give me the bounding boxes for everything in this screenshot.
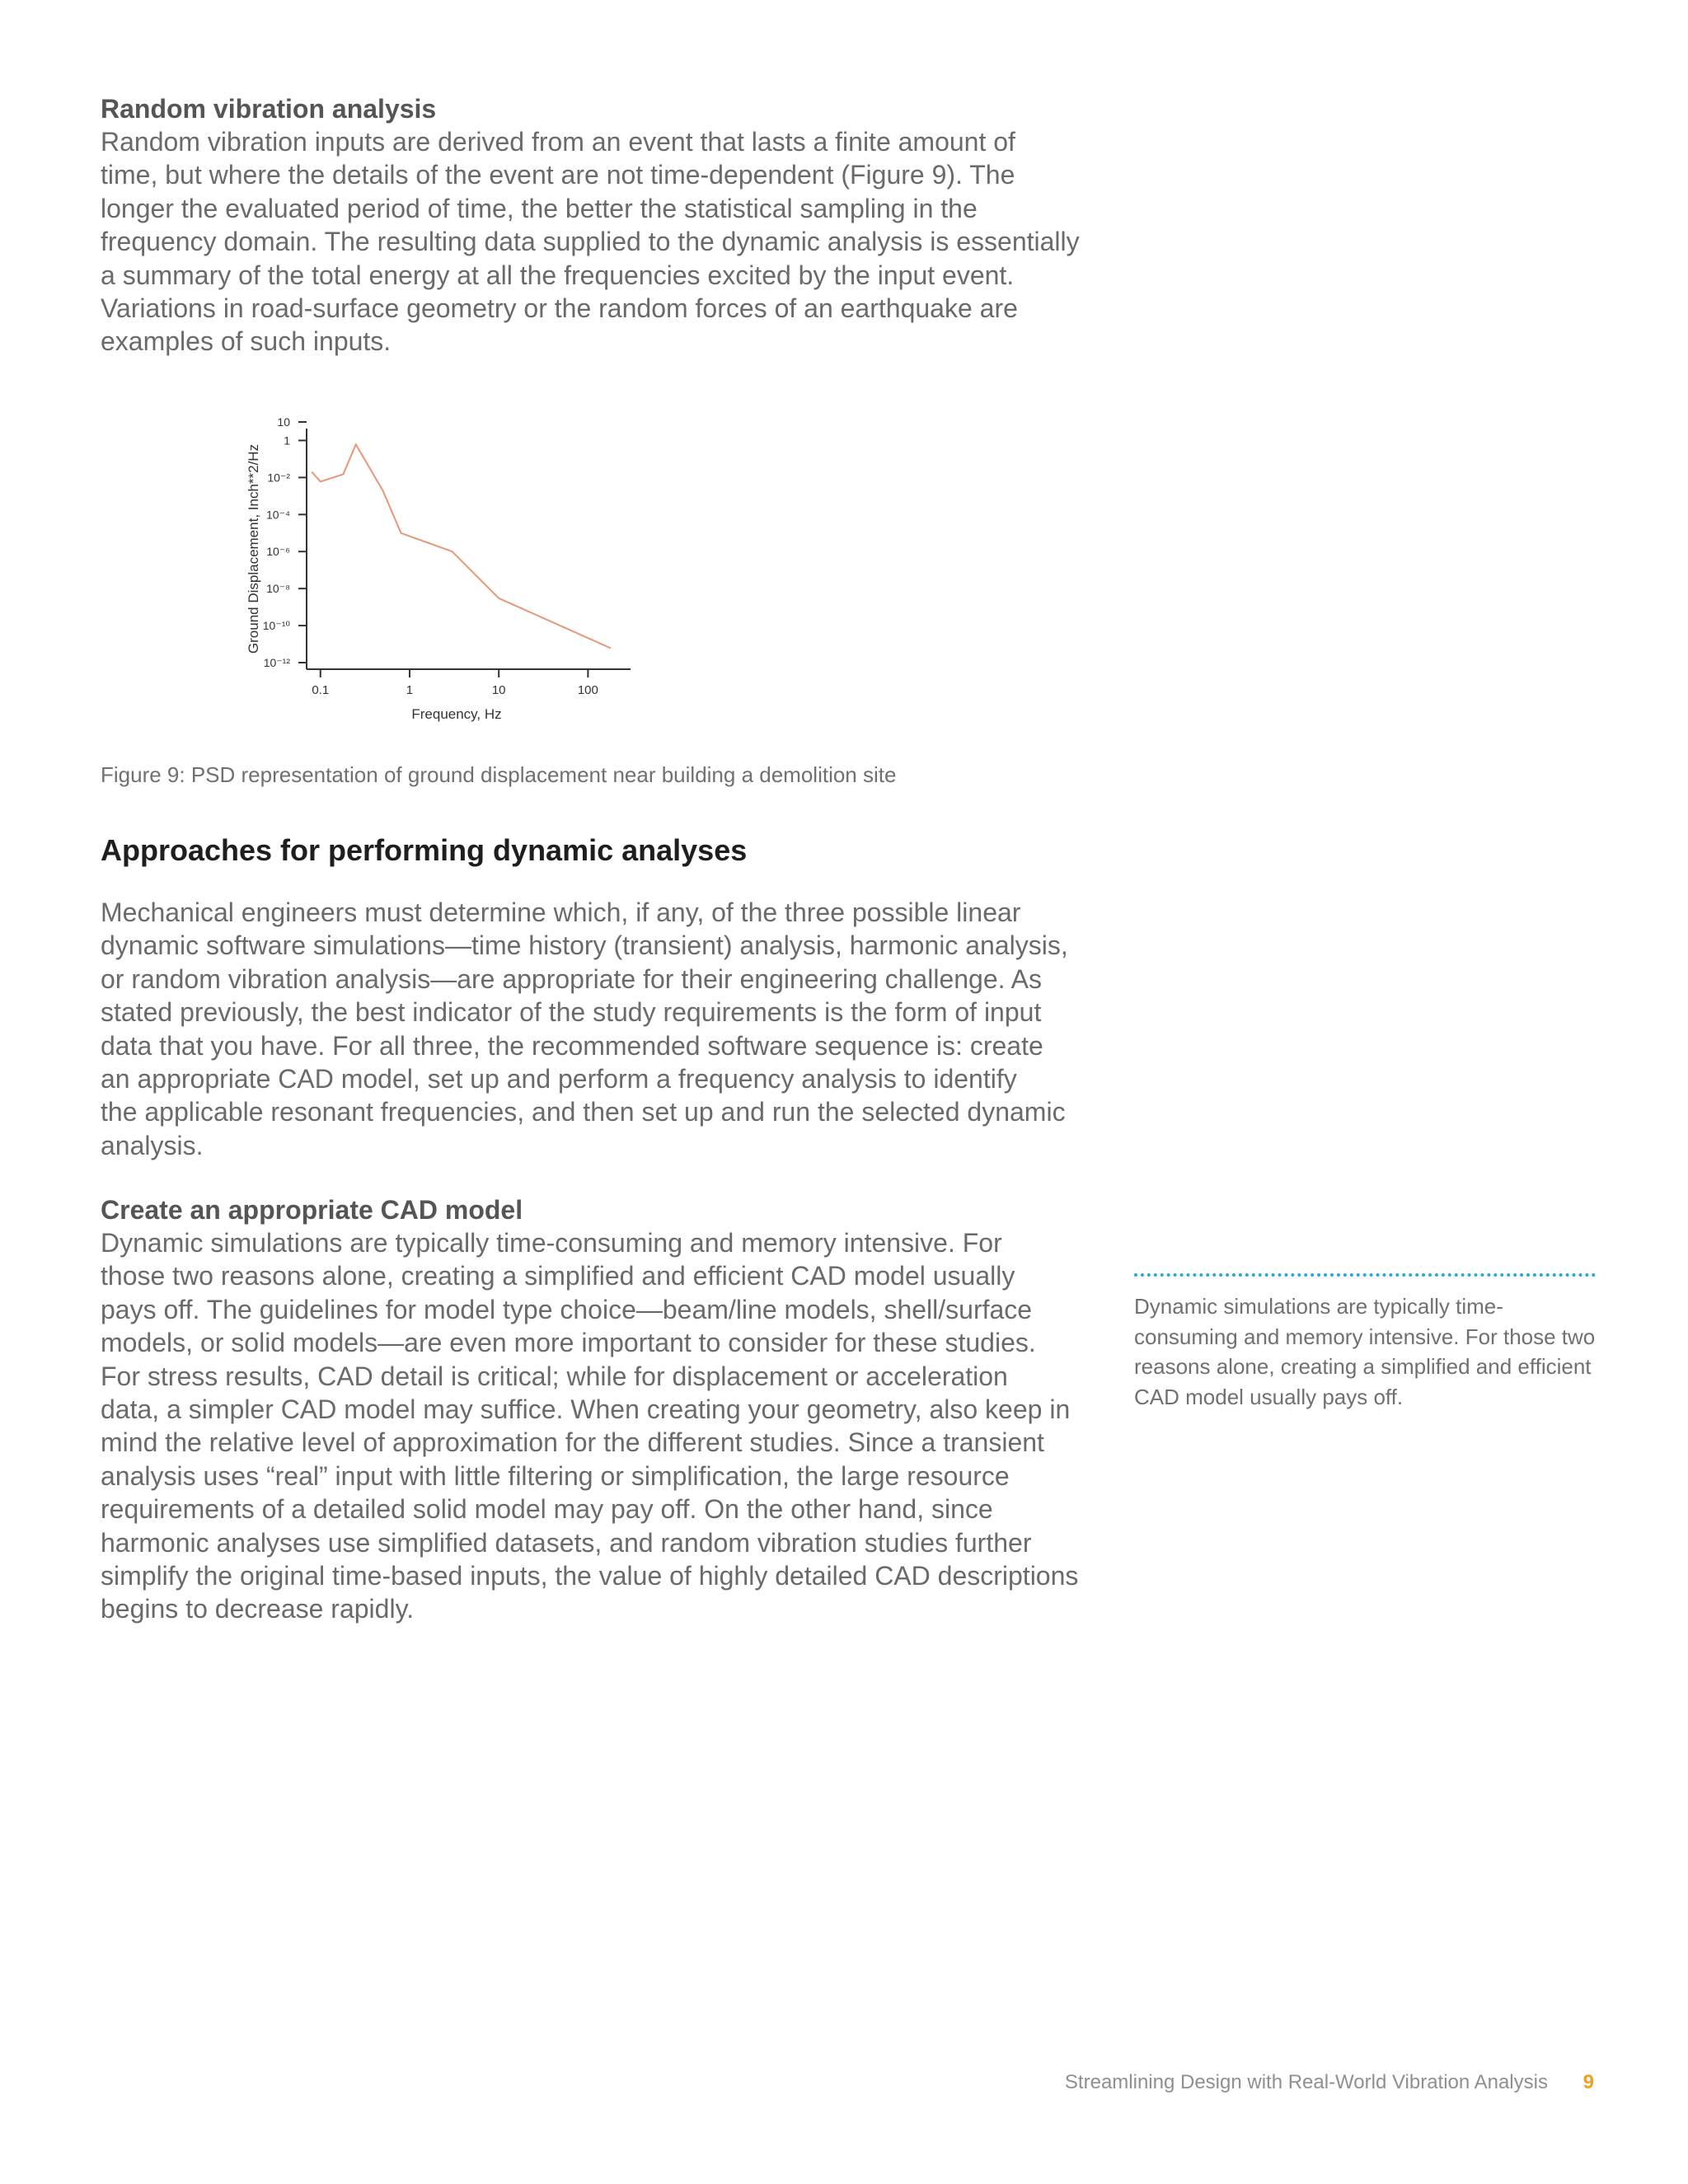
text-line: or random vibration analysis—are appropriate for their engineering challenge. As [101,963,1042,994]
page-number: 9 [1582,2071,1594,2093]
text-line: For stress results, CAD detail is critical; while for displacement or acceleration [101,1361,1008,1391]
section-approaches [101,896,1106,1162]
text-line: Random vibration inputs are derived from an event that lasts a finite amount of [101,127,1015,157]
text-line: pays off. The guidelines for model type choice—beam/line models, shell/surface [101,1294,1033,1324]
y-ticks [263,415,307,669]
text-line: longer the evaluated period of time, the better the statistical sampling in the [101,193,978,223]
approaches-paragraph [101,896,1106,1162]
pull-quote-text [1134,1291,1596,1412]
approaches-heading: Approaches for performing dynamic analyses [101,833,748,867]
text-line: the applicable resonant frequencies, and then set up and run the selected dynamic [101,1097,1066,1127]
text-line: dynamic software simulations—time history (transient) analysis, harmonic analysis, [101,930,1068,961]
text-line: Mechanical engineers must determine which, if any, of the three possible linear [101,898,1021,927]
text-line: models, or solid models—are even more important to consider for these studies. [101,1328,1036,1358]
x-ticks [312,669,598,697]
cad-model-heading: Create an appropriate CAD model [101,1195,523,1225]
psd-chart-svg [239,412,651,733]
y-tick-label: 10⁻¹² [263,656,290,669]
x-tick-label: 100 [577,683,598,697]
text-line: analysis. [101,1130,204,1160]
text-line: CAD model usually pays off. [1134,1384,1404,1409]
random-vibration-paragraph [101,125,1106,359]
text-line: data, a simpler CAD model may suffice. When creating your geometry, also keep in [101,1394,1071,1425]
x-axis-label: Frequency, Hz [411,706,502,722]
y-tick-label: 10⁻⁶ [266,545,290,559]
text-line: harmonic analyses use simplified datasets, and random vibration studies further [101,1527,1032,1558]
y-axis-label: Ground Displacement, Inch**2/Hz [246,443,261,654]
pull-quote [1134,1273,1596,1412]
text-line: analysis uses “real” input with little filtering or simplification, the large resource [101,1460,1010,1491]
footer-title: Streamlining Design with Real-World Vibration Analysis [1064,2071,1548,2093]
text-line: an appropriate CAD model, set up and perform a frequency analysis to identify [101,1064,1017,1094]
text-line: frequency domain. The resulting data supplied to the dynamic analysis is essentially [101,227,1080,257]
text-line: Variations in road-surface geometry or the random forces of an earthquake are [101,293,1018,324]
text-line: examples of such inputs. [101,326,392,357]
text-line: simplify the original time-based inputs, the value of highly detailed CAD descriptions [101,1561,1079,1591]
section-random-vibration [101,92,1106,359]
text-line: data that you have. For all three, the recommended software sequence is: create [101,1030,1043,1061]
text-line: reasons alone, creating a simplified and efficient [1134,1354,1592,1379]
y-tick-label: 10⁻² [267,471,290,485]
text-line: mind the relative level of approximation for the different studies. Since a transient [101,1427,1044,1458]
x-tick-label: 0.1 [312,683,330,697]
psd-chart [239,412,651,733]
dotted-divider [1134,1273,1596,1277]
cad-model-paragraph [101,1226,1106,1626]
text-line: begins to decrease rapidly. [101,1594,415,1624]
text-line: Dynamic simulations are typically time- [1134,1294,1503,1319]
text-line: time, but where the details of the event are not time-dependent (Figure 9). The [101,160,1015,190]
y-tick-label: 10⁻¹⁰ [262,619,290,633]
section-cad-model [101,1193,1106,1626]
figure-caption: Figure 9: PSD representation of ground displacement near building a demolition site [101,762,897,787]
text-line: consuming and memory intensive. For those two [1134,1324,1596,1349]
x-tick-label: 1 [406,683,414,697]
text-line: stated previously, the best indicator of the study requirements is the form of input [101,997,1042,1028]
y-tick-label: 10 [277,415,290,429]
page-footer [1065,2069,1594,2096]
x-tick-label: 10 [491,683,506,697]
y-tick-label: 10⁻⁴ [266,508,290,522]
random-vibration-heading: Random vibration analysis [101,94,437,124]
text-line: Dynamic simulations are typically time-consuming and memory intensive. For [101,1228,1002,1258]
text-line: those two reasons alone, creating a simplified and efficient CAD model usually [101,1261,1015,1291]
series-layer [312,444,611,648]
psd-series-line [312,444,611,648]
y-tick-label: 10⁻⁸ [266,582,290,596]
text-line: a summary of the total energy at all the frequencies excited by the input event. [101,260,1015,290]
y-tick-label: 1 [284,434,290,448]
text-line: requirements of a detailed solid model may pay off. On the other hand, since [101,1494,993,1525]
